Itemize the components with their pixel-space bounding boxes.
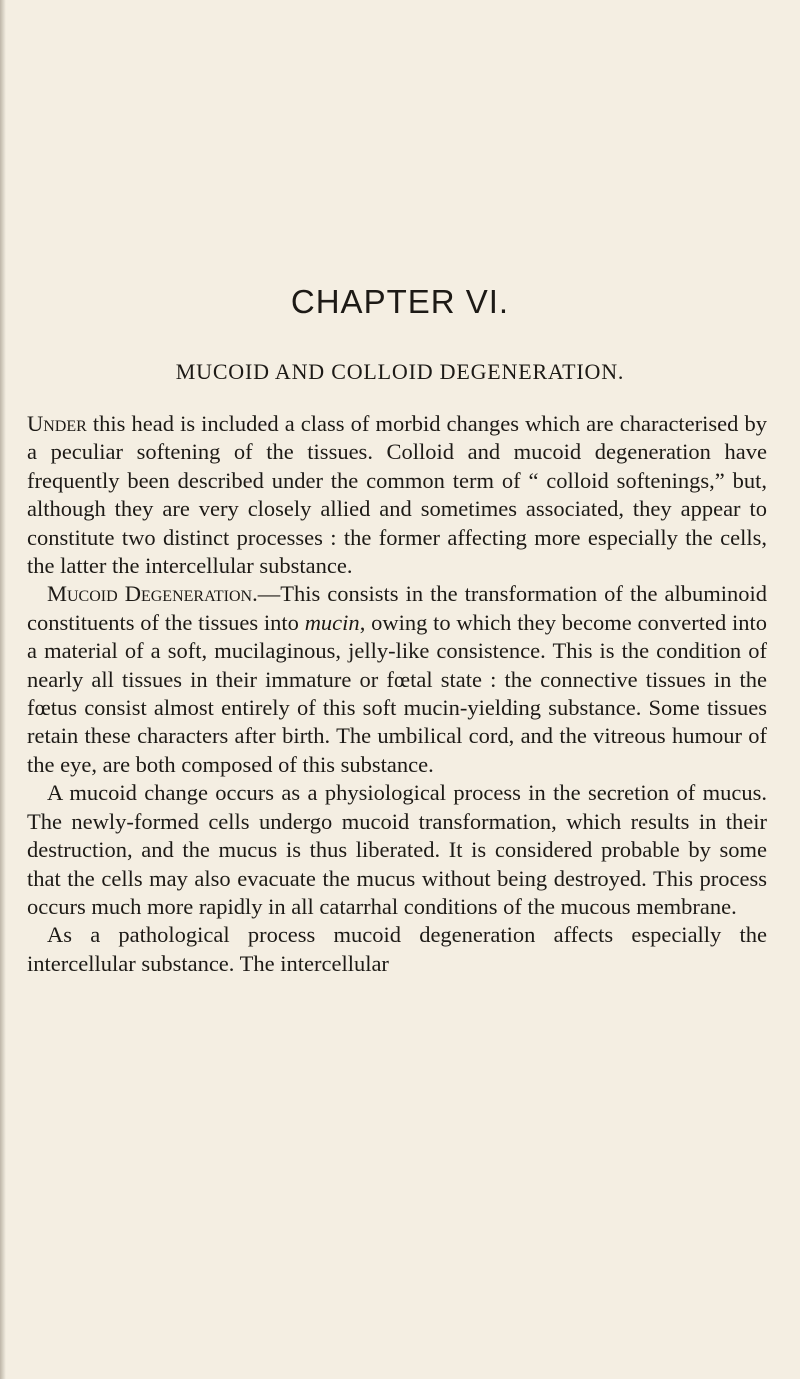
paragraph-1-lead: Under xyxy=(27,411,87,436)
chapter-heading: CHAPTER VI. xyxy=(290,283,510,320)
paragraph-1 xyxy=(27,410,767,580)
paragraph-2-text-b: , owing to which they become converted into a material of a soft, mucilaginous, jelly-like consistence. This is the condition of nearly all tissues in their immature or fœtal state : the connective tissues in the fœtus consist almost entirely of this soft mucin-yielding substance. Some tissues retain these characters after birth. The umbilical cord, and the vitreous humour of the eye, are both composed of this substance. xyxy=(27,609,767,777)
paragraph-1-text: this head is included a class of morbid changes which are characterised by a peculiar softening of the tissues. Colloid and mucoid degeneration have frequently been described under the common term of “ colloid softenings,” but, although they are very closely allied and sometimes associated, they appear to constitute two distinct processes : the former affecting more especially the cells, the latter the intercellular substance. xyxy=(27,411,767,579)
paragraph-2-text-a: —This consists in the transformation of the albuminoid constituents of the tissues into xyxy=(27,581,768,635)
paragraph-4-text: As a pathological process mucoid degeneration affects especially the intercellular substance. The intercellular xyxy=(27,922,767,976)
paragraph-3 xyxy=(27,779,767,921)
section-title: MUCOID AND COLLOID DEGENERATION. xyxy=(175,359,625,384)
paragraph-3-text: A mucoid change occurs as a physiological process in the secretion of mucus. The newly-formed cells undergo mucoid transformation, which results in their destruction, and the mucus is thus liberated. It is considered probable by some that the cells may also evacuate the mucus without being destroyed. This process occurs much more rapidly in all catarrhal conditions of the mucous membrane. xyxy=(27,780,767,919)
body-text xyxy=(27,410,767,978)
paragraph-2 xyxy=(27,580,767,779)
paragraph-2-lead: Mucoid Degeneration. xyxy=(47,581,258,607)
paragraph-4 xyxy=(27,921,767,978)
paragraph-2-term: mucin xyxy=(304,609,360,635)
